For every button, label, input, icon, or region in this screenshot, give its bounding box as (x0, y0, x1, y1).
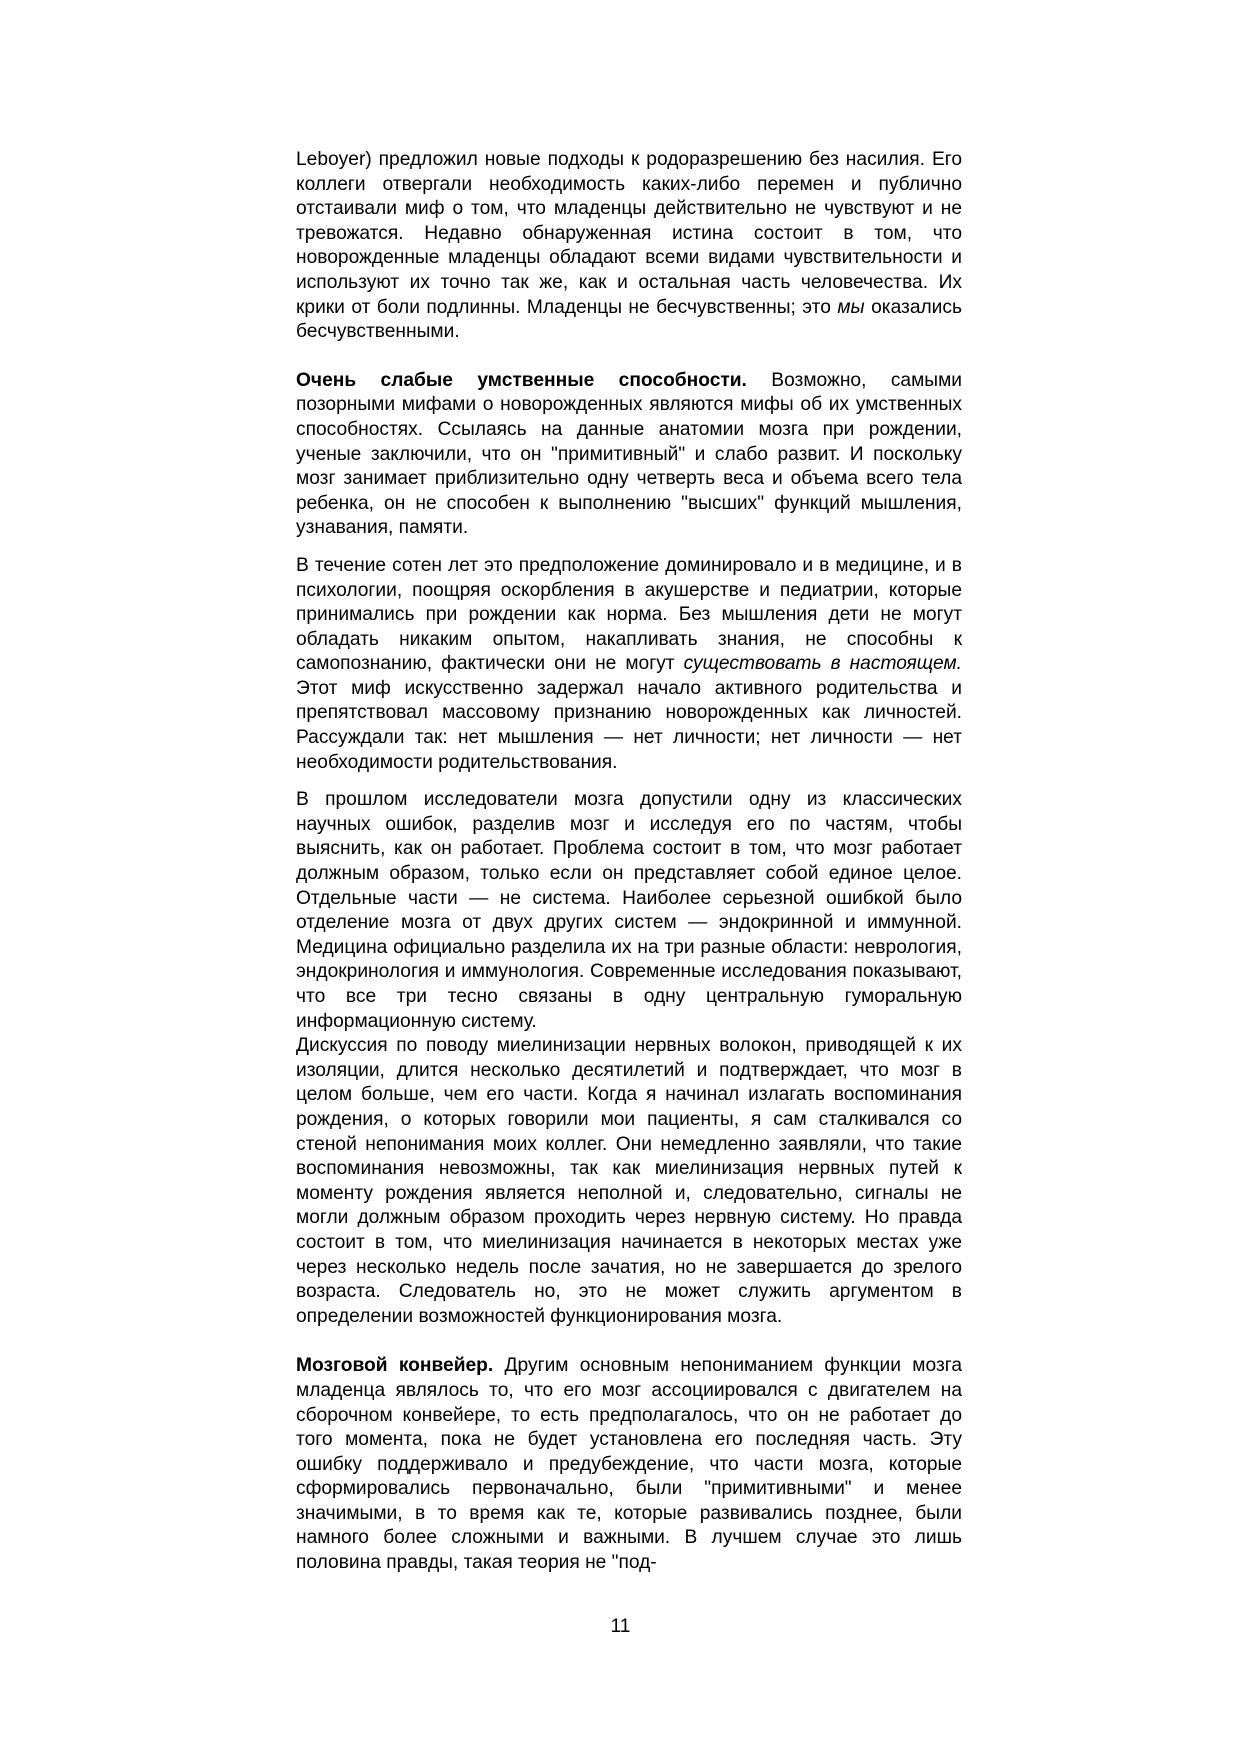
page-number: 11 (610, 1616, 631, 1637)
paragraph-brain-conveyor (296, 1354, 962, 1575)
paragraph-leboyer (296, 148, 962, 345)
paragraph-text: Leboyer) предложил новые подходы к родоразрешению без насилия. Его коллеги отвергали необходимость каких-либо перемен и публично отстаивали миф о том, что младенцы действительно не чувствуют и не тревожатся. Недавно обнаруженная истина состоит в том, что новорожденные младенцы обладают всеми видами чувствительности и используют их точно так же, как и остальная часть человечества. Их крики от боли подлинны. Младенцы не бесчувственны; это (296, 149, 962, 318)
paragraph-text: В прошлом исследователи мозга допустили одну из классических научных ошибок, разделив мозг и исследуя его по частям, чтобы выяснить, как он работает. Проблема состоит в том, что мозг работает должным образом, только если он представляет собой единое целое. Отдельные части — не система. Наиболее серьезной ошибкой было отделение мозга от двух других систем — эндокринной и иммунной. Медицина официально разделила их на три разные области: неврология, эндокринология и иммунология. Современные исследования показывают, что все три тесно связаны в одну центральную гуморальную информационную систему. (296, 789, 962, 1032)
section-heading-mental-abilities: Очень слабые умственные способности. (296, 369, 747, 391)
paragraph-text: оказались бесчувственными. (296, 296, 962, 343)
emphasis-text: существовать в настоящем. (683, 653, 962, 675)
emphasis-text: мы (837, 296, 865, 318)
paragraph-text: Другим основным непониманием функции мозга младенца являлось то, что его мозг ассоциировался с двигателем на сборочном конвейере, то есть предполагалось, что он не работает до того момента, пока не будет установлена его последняя часть. Эту ошибку поддерживало и предубеждение, что части мозга, которые сформировались первоначально, были "примитивными" и менее значимыми, в то время как те, которые развивались позднее, были намного более сложными и важными. В лучшем случае это лишь половина правды, такая теория не "под- (296, 1355, 962, 1574)
paragraph-centuries (296, 554, 962, 775)
page-body (296, 148, 962, 1576)
paragraph-text: Этот миф искусственно задержал начало активного родительства и препятствовал массовому признанию новорожденных как личностей. Рассуждали так: нет мышления — нет личности; нет личности — нет необходимости родительствования. (296, 677, 962, 773)
paragraph-brain-researchers (296, 788, 962, 1034)
section-heading-brain-conveyor: Мозговой конвейер. (296, 1355, 494, 1377)
paragraph-text: Дискуссия по поводу миелинизации нервных волокон, приводящей к их изоляции, длится несколько десятилетий и подтверждает, что мозг в целом больше, чем его части. Когда я начинал излагать воспоминания рождения, о которых говорили мои пациенты, я сам сталкивался со стеной непонимания моих коллег. Они немедленно заявляли, что такие воспоминания невозможны, так как миелинизация нервных путей к моменту рождения является неполной и, следовательно, сигналы не могли должным образом проходить через нервную систему. Но правда состоит в том, что миелинизация начинается в некоторых местах уже через несколько недель после зачатия, но не завершается до зрелого возраста. Следователь но, это не может служить аргументом в определении возможностей функционирования мозга. (296, 1035, 962, 1327)
paragraph-text: В течение сотен лет это предположение доминировало и в медицине, и в психологии, поощряя оскорбления в акушерстве и педиатрии, которые принимались при рождении как норма. Без мышления дети не могут обладать никаким опытом, накапливать знания, не способны к самопознанию, фактически они не могут (296, 554, 962, 675)
paragraph-text: Возможно, самыми позорными мифами о новорожденных являются мифы об их умственных способностях. Ссылаясь на данные анатомии мозга при рождении, ученые заключили, что он "примитивный" и слабо развит. И поскольку мозг занимает приблизительно одну четверть веса и объема всего тела ребенка, он не способен к выполнению "высших" функций мышления, узнавания, памяти. (296, 369, 962, 539)
paragraph-myelination (296, 1034, 962, 1329)
paragraph-mental-abilities (296, 369, 962, 541)
